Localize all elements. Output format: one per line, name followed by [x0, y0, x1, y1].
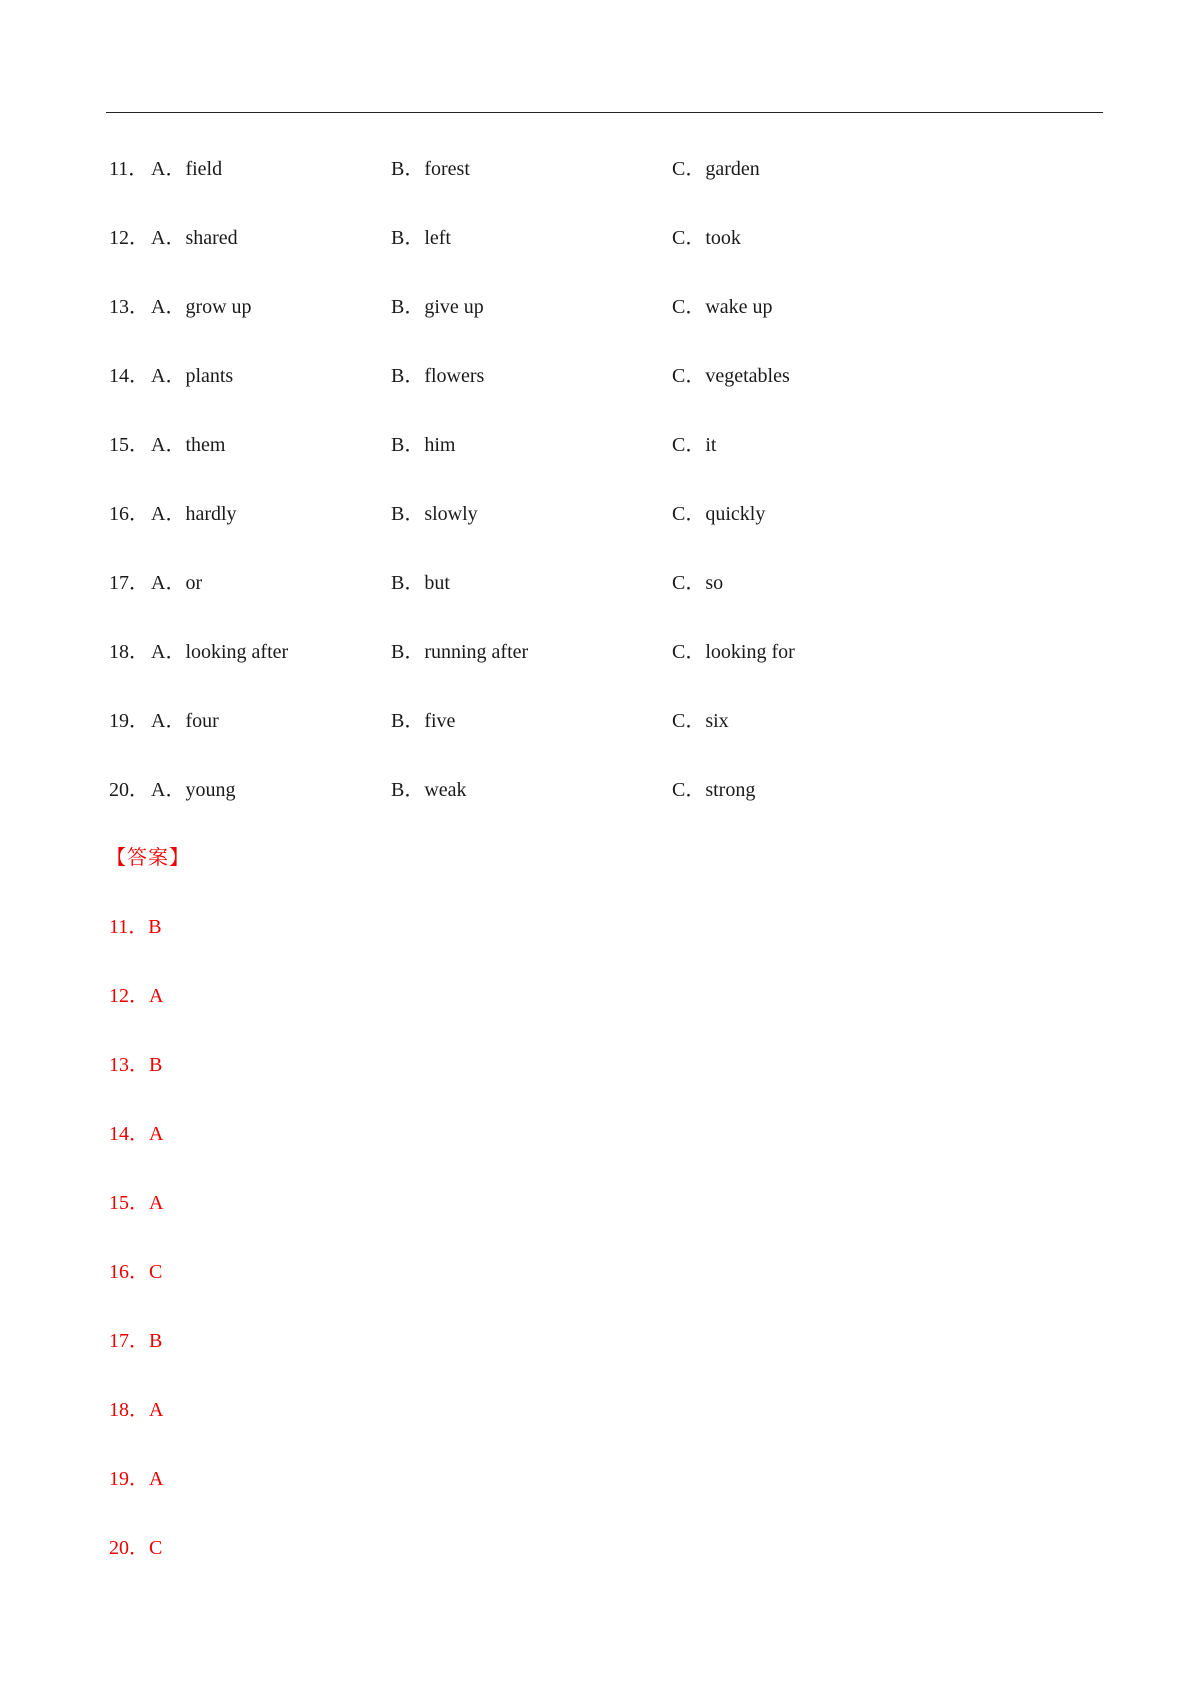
- question-number: 11．: [109, 158, 149, 180]
- option-c: C．six: [672, 710, 729, 732]
- option-b: B．flowers: [391, 365, 485, 387]
- header-divider: [106, 112, 1103, 113]
- option-c: C．wake up: [672, 296, 773, 318]
- option-a: A．or: [151, 572, 203, 594]
- question-row-20: [109, 770, 1099, 839]
- answer-heading: 【答案】: [106, 847, 190, 869]
- question-row-18: [109, 632, 1099, 701]
- option-c: C．took: [672, 227, 741, 249]
- option-a: A．plants: [151, 365, 234, 387]
- answer-item: 11．B: [109, 916, 162, 938]
- option-c: C．it: [672, 434, 717, 456]
- question-row-17: [109, 563, 1099, 632]
- option-b: B．but: [391, 572, 450, 594]
- answer-item: 19．A: [109, 1468, 164, 1490]
- option-b: B．slowly: [391, 503, 478, 525]
- question-row-12: [109, 218, 1099, 287]
- question-number: 18．: [109, 641, 149, 663]
- option-b: B．five: [391, 710, 456, 732]
- answer-item: 14．A: [109, 1123, 164, 1145]
- option-b: B．left: [391, 227, 451, 249]
- option-a: A．grow up: [151, 296, 252, 318]
- answer-item: 12．A: [109, 985, 164, 1007]
- answer-item: 13．B: [109, 1054, 163, 1076]
- option-c: C．so: [672, 572, 724, 594]
- answer-item: 20．C: [109, 1537, 163, 1559]
- answer-item: 17．B: [109, 1330, 163, 1352]
- option-c: C．garden: [672, 158, 760, 180]
- question-number: 13．: [109, 296, 149, 318]
- question-row-11: [109, 149, 1099, 218]
- option-a: A．field: [151, 158, 223, 180]
- option-b: B．him: [391, 434, 456, 456]
- question-number: 12．: [109, 227, 149, 249]
- question-row-15: [109, 425, 1099, 494]
- question-row-14: [109, 356, 1099, 425]
- option-a: A．young: [151, 779, 236, 801]
- answer-section: [106, 838, 190, 1597]
- question-number: 19．: [109, 710, 149, 732]
- question-row-19: [109, 701, 1099, 770]
- option-b: B．running after: [391, 641, 529, 663]
- option-c: C．vegetables: [672, 365, 790, 387]
- option-c: C．quickly: [672, 503, 766, 525]
- option-a: A．hardly: [151, 503, 237, 525]
- answer-item: 18．A: [109, 1399, 164, 1421]
- option-b: B．give up: [391, 296, 484, 318]
- answer-item: 15．A: [109, 1192, 164, 1214]
- option-c: C．looking for: [672, 641, 795, 663]
- question-number: 14．: [109, 365, 149, 387]
- question-row-16: [109, 494, 1099, 563]
- option-b: B．weak: [391, 779, 467, 801]
- option-a: A．them: [151, 434, 226, 456]
- question-number: 20．: [109, 779, 149, 801]
- option-a: A．looking after: [151, 641, 289, 663]
- question-row-13: [109, 287, 1099, 356]
- question-number: 17．: [109, 572, 149, 594]
- question-number: 15．: [109, 434, 149, 456]
- question-list: [109, 149, 1099, 839]
- question-number: 16．: [109, 503, 149, 525]
- answer-item: 16．C: [109, 1261, 163, 1283]
- option-b: B．forest: [391, 158, 470, 180]
- option-a: A．four: [151, 710, 219, 732]
- option-a: A．shared: [151, 227, 238, 249]
- option-c: C．strong: [672, 779, 756, 801]
